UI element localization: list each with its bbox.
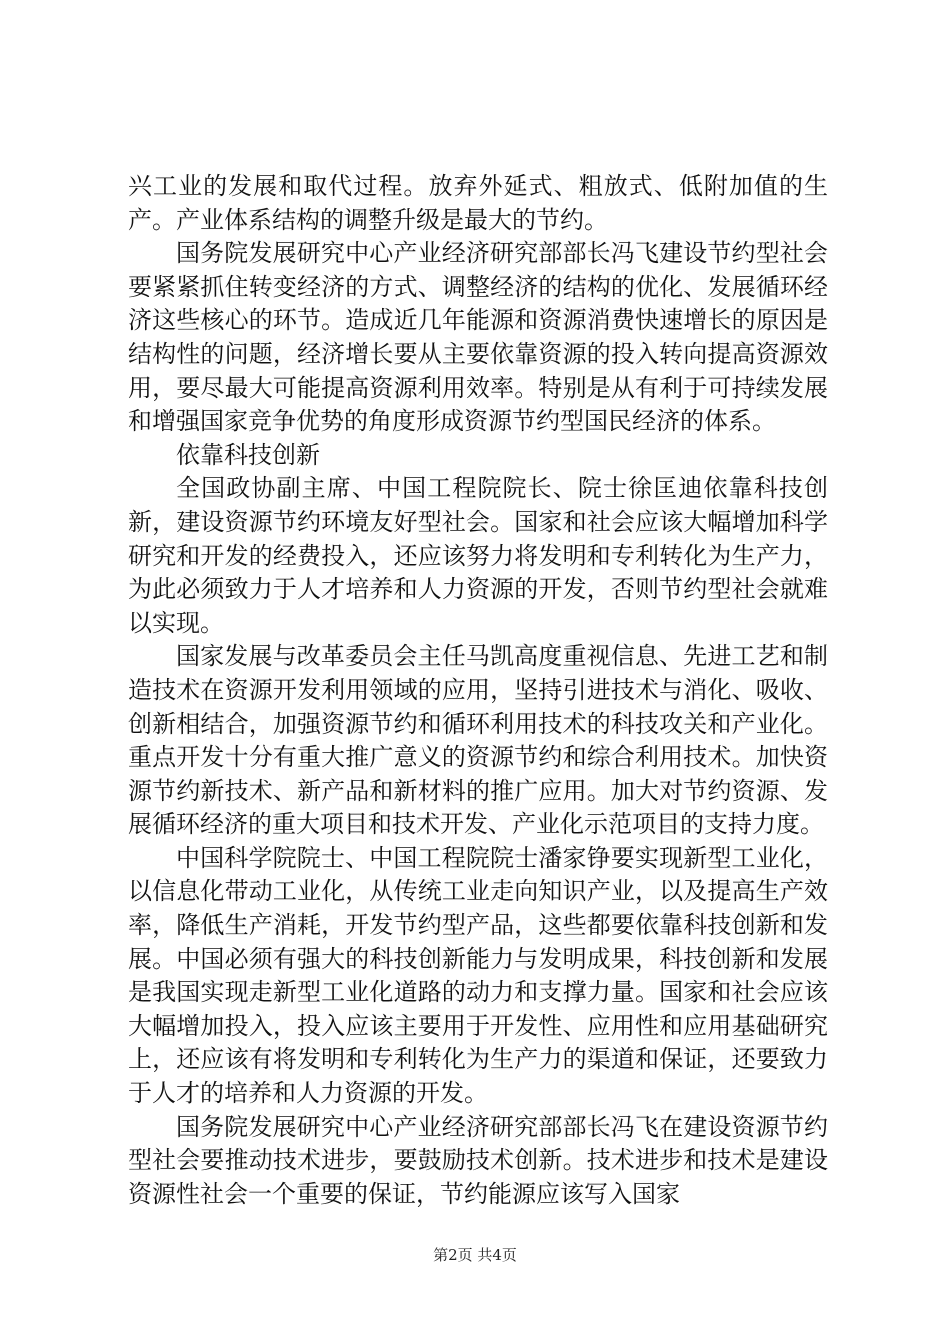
paragraph-fengfei-technology: 国务院发展研究中心产业经济研究部部长冯飞在建设资源节约型社会要推动技术进步，要鼓励技术创新。技术进步和技术是建设资源性社会一个重要的保证，节约能源应该写入国家 <box>128 1112 828 1208</box>
paragraph-panjiazheng: 中国科学院院士、中国工程院院士潘家铮要实现新型工业化，以信息化带动工业化，从传统工业走向知识产业，以及提高生产效率，降低生产消耗，开发节约型产品，这些都要依靠科技创新和发展。中国必须有强大的科技创新能力与发明成果，科技创新和发展是我国实现走新型工业化道路的动力和支撑力量。国家和社会应该大幅增加投入，投入应该主要用于开发性、应用性和应用基础研究上，还应该有将发明和专利转化为生产力的渠道和保证，还要致力于人才的培养和人力资源的开发。 <box>128 843 828 1108</box>
page-number-label: 第2页 共4页 <box>433 1246 517 1264</box>
paragraph-continuation: 兴工业的发展和取代过程。放弃外延式、粗放式、低附加值的生产。产业体系结构的调整升级是最大的节约。 <box>128 172 828 234</box>
section-heading: 依靠科技创新 <box>176 440 320 469</box>
document-body <box>128 170 828 1211</box>
paragraph-fengfei-structure: 国务院发展研究中心产业经济研究部部长冯飞建设节约型社会要紧紧抓住转变经济的方式、调整经济的结构的优化、发展循环经济这些核心的环节。造成近几年能源和资源消费快速增长的原因是结构性的问题，经济增长要从主要依靠资源的投入转向提高资源效用，要尽最大可能提高资源利用效率。特别是从有利于可持续发展和增强国家竞争优势的角度形成资源节约型国民经济的体系。 <box>128 239 828 436</box>
paragraph-makai: 国家发展与改革委员会主任马凯高度重视信息、先进工艺和制造技术在资源开发利用领域的应用，坚持引进技术与消化、吸收、创新相结合，加强资源节约和循环利用技术的科技攻关和产业化。重点开发十分有重大推广意义的资源节约和综合利用技术。加快资源节约新技术、新产品和新材料的推广应用。加大对节约资源、发展循环经济的重大项目和技术开发、产业化示范项目的支持力度。 <box>128 642 828 839</box>
page-footer <box>0 1244 950 1265</box>
paragraph-xukuangdi: 全国政协副主席、中国工程院院长、院士徐匡迪依靠科技创新，建设资源节约环境友好型社会。国家和社会应该大幅增加科学研究和开发的经费投入，还应该努力将发明和专利转化为生产力，为此必须致力于人才培养和人力资源的开发，否则节约型社会就难以实现。 <box>128 474 828 637</box>
